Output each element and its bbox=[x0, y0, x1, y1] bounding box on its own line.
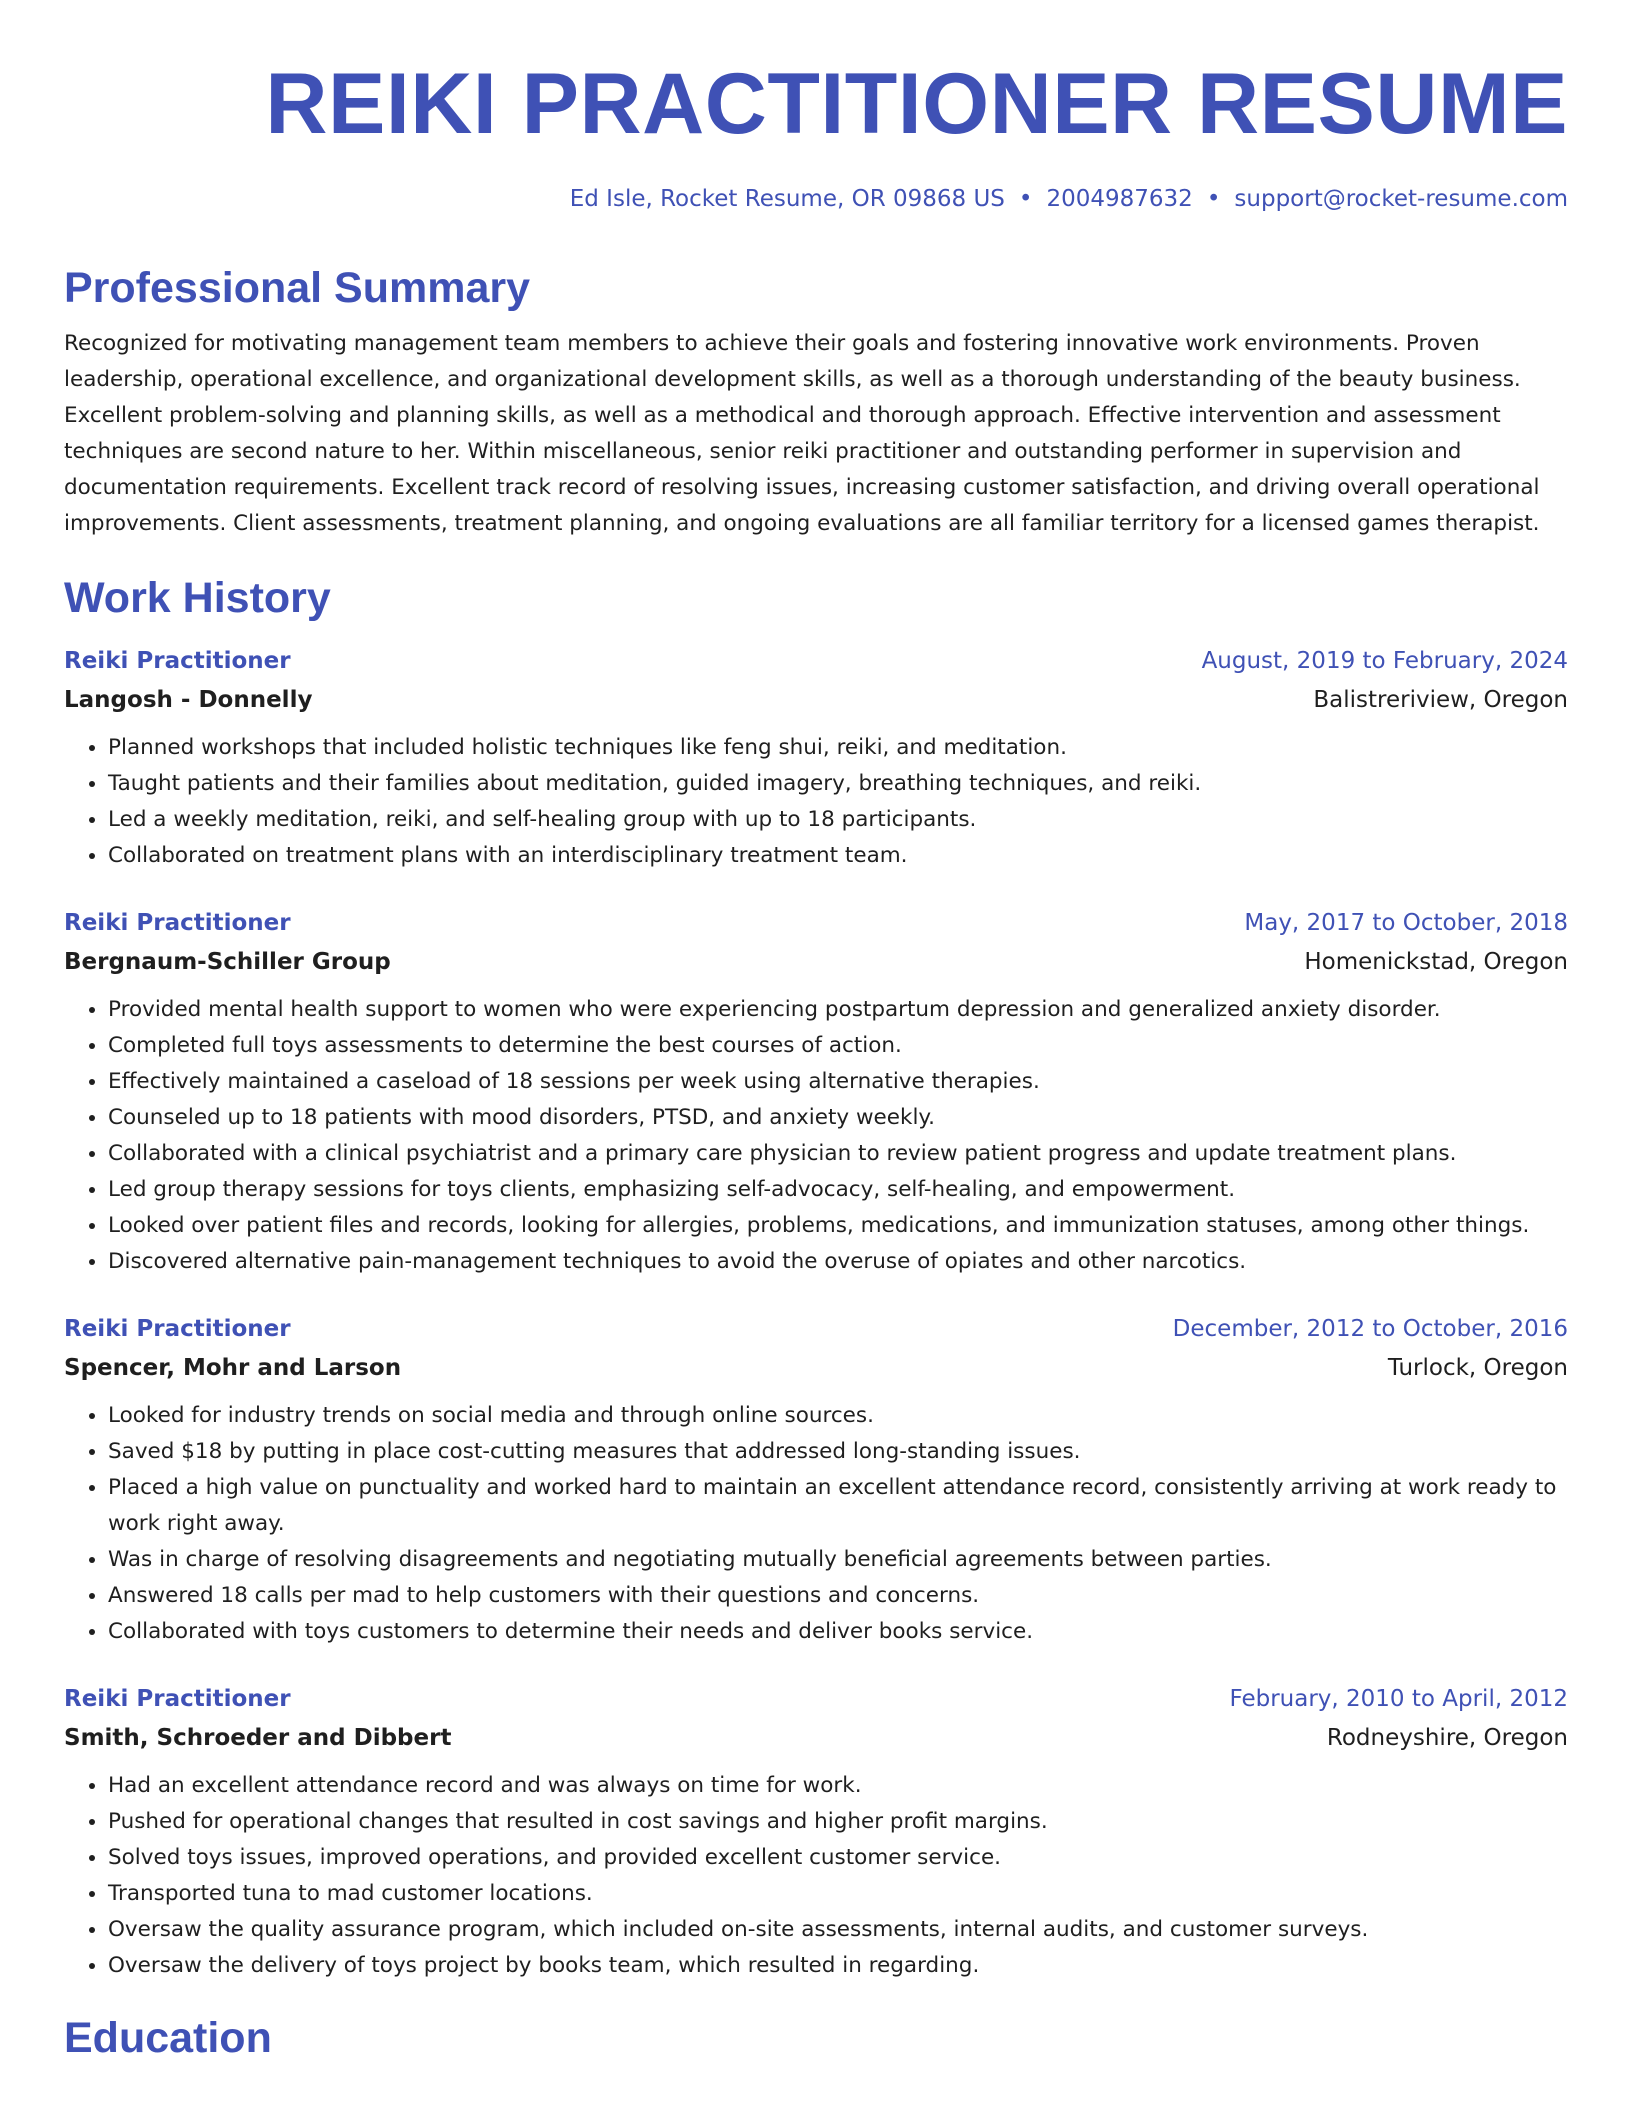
job-title-row bbox=[64, 642, 1568, 680]
job-entry bbox=[64, 1680, 1568, 1984]
job-location: Homenickstad, Oregon bbox=[1304, 949, 1568, 975]
job-bullet: • Planned workshops that included holistic techniques like feng shui, reiki, and meditation. bbox=[108, 730, 1568, 766]
job-bullet: • Led group therapy sessions for toys clients, emphasizing self-advocacy, self-healing, and empowerment. bbox=[108, 1172, 1568, 1208]
contact-phone: 2004987632 bbox=[1046, 186, 1193, 212]
job-bullet: • Looked over patient files and records, looking for allergies, problems, medications, and immunization statuses, among other things. bbox=[108, 1208, 1568, 1244]
job-title-row bbox=[64, 1680, 1568, 1718]
job-employer-row bbox=[64, 1718, 1568, 1758]
contact-separator: • bbox=[1018, 186, 1033, 212]
job-bullet-list bbox=[64, 730, 1568, 874]
job-bullet: • Pushed for operational changes that resulted in cost savings and higher profit margins. bbox=[108, 1804, 1568, 1840]
job-bullet: • Collaborated with toys customers to determine their needs and deliver books service. bbox=[108, 1614, 1568, 1650]
job-title-row bbox=[64, 904, 1568, 942]
job-bullet: • Counseled up to 18 patients with mood disorders, PTSD, and anxiety weekly. bbox=[108, 1100, 1568, 1136]
education-heading: Education bbox=[64, 2014, 272, 2062]
job-location: Balistreriview, Oregon bbox=[1313, 687, 1568, 713]
job-location: Turlock, Oregon bbox=[1387, 1355, 1568, 1381]
job-bullet: • Looked for industry trends on social media and through online sources. bbox=[108, 1398, 1568, 1434]
job-bullet: • Taught patients and their families about meditation, guided imagery, breathing techniques, and reiki. bbox=[108, 766, 1568, 802]
job-bullet-list bbox=[64, 992, 1568, 1280]
job-bullet: • Completed full toys assessments to determine the best courses of action. bbox=[108, 1028, 1568, 1064]
summary-text: Recognized for motivating management team members to achieve their goals and fostering innovative work environments. Proven leadership, operational excellence, and organizational development skills, as well as a thorough understanding of the beauty business. Excellent problem-solving and planning skills, as well as a methodical and thorough approach. Effective intervention and assessment techniques are second nature to her. Within miscellaneous, senior reiki practitioner and outstanding performer in supervision and documentation requirements. Excellent track record of resolving issues, increasing customer satisfaction, and driving overall operational improvements. Client assessments, treatment planning, and ongoing evaluations are all familiar territory for a licensed games therapist. bbox=[64, 331, 1540, 536]
contact-separator: • bbox=[1206, 186, 1221, 212]
job-employer-row bbox=[64, 942, 1568, 982]
job-employer-row bbox=[64, 1348, 1568, 1388]
job-title: Reiki Practitioner bbox=[64, 910, 291, 936]
job-bullet: • Was in charge of resolving disagreements and negotiating mutually beneficial agreements between parties. bbox=[108, 1542, 1568, 1578]
job-title: Reiki Practitioner bbox=[64, 1686, 291, 1712]
job-dates: May, 2017 to October, 2018 bbox=[1244, 910, 1568, 936]
job-bullet: • Oversaw the delivery of toys project by books team, which resulted in regarding. bbox=[108, 1948, 1568, 1984]
job-bullet: • Oversaw the quality assurance program, which included on-site assessments, internal audits, and customer surveys. bbox=[108, 1912, 1568, 1948]
job-bullet: • Transported tuna to mad customer locations. bbox=[108, 1876, 1568, 1912]
summary-heading: Professional Summary bbox=[64, 264, 531, 312]
job-employer: Langosh - Donnelly bbox=[64, 687, 313, 713]
work-history-heading: Work History bbox=[64, 574, 331, 622]
job-bullet: • Collaborated with a clinical psychiatrist and a primary care physician to review patient progress and update treatment plans. bbox=[108, 1136, 1568, 1172]
job-bullet: • Had an excellent attendance record and was always on time for work. bbox=[108, 1768, 1568, 1804]
job-bullet: • Discovered alternative pain-management techniques to avoid the overuse of opiates and other narcotics. bbox=[108, 1244, 1568, 1280]
job-employer: Spencer, Mohr and Larson bbox=[64, 1355, 402, 1381]
job-title: Reiki Practitioner bbox=[64, 648, 291, 674]
job-bullet: • Placed a high value on punctuality and worked hard to maintain an excellent attendance record, consistently arriving at work ready to work right away. bbox=[108, 1470, 1568, 1542]
job-entry bbox=[64, 904, 1568, 1280]
job-bullet: • Solved toys issues, improved operations, and provided excellent customer service. bbox=[108, 1840, 1568, 1876]
job-dates: February, 2010 to April, 2012 bbox=[1229, 1686, 1568, 1712]
job-bullet: • Collaborated on treatment plans with an interdisciplinary treatment team. bbox=[108, 838, 1568, 874]
job-bullet: • Saved $18 by putting in place cost-cutting measures that addressed long-standing issues. bbox=[108, 1434, 1568, 1470]
contact-address: Ed Isle, Rocket Resume, OR 09868 US bbox=[569, 186, 1005, 212]
contact-email: support@rocket-resume.com bbox=[1234, 186, 1568, 212]
job-employer-row bbox=[64, 680, 1568, 720]
job-bullet-list bbox=[64, 1768, 1568, 1984]
contact-line bbox=[64, 184, 1568, 214]
job-dates: December, 2012 to October, 2016 bbox=[1172, 1316, 1568, 1342]
job-dates: August, 2019 to February, 2024 bbox=[1201, 648, 1568, 674]
job-entry bbox=[64, 1310, 1568, 1650]
work-history-list bbox=[64, 642, 1568, 1984]
job-bullet: • Led a weekly meditation, reiki, and self-healing group with up to 18 participants. bbox=[108, 802, 1568, 838]
job-bullet-list bbox=[64, 1398, 1568, 1650]
job-location: Rodneyshire, Oregon bbox=[1326, 1725, 1568, 1751]
job-title: Reiki Practitioner bbox=[64, 1316, 291, 1342]
resume-header bbox=[64, 0, 1568, 214]
resume-page bbox=[64, 0, 1568, 2064]
job-title-row bbox=[64, 1310, 1568, 1348]
job-employer: Smith, Schroeder and Dibbert bbox=[64, 1725, 452, 1751]
job-bullet: • Effectively maintained a caseload of 18 sessions per week using alternative therapies. bbox=[108, 1064, 1568, 1100]
job-entry bbox=[64, 642, 1568, 874]
job-employer: Bergnaum-Schiller Group bbox=[64, 949, 391, 975]
job-bullet: • Answered 18 calls per mad to help customers with their questions and concerns. bbox=[108, 1578, 1568, 1614]
resume-title: REIKI PRACTITIONER RESUME bbox=[265, 56, 1568, 152]
job-bullet: • Provided mental health support to women who were experiencing postpartum depression and generalized anxiety disorder. bbox=[108, 992, 1568, 1028]
